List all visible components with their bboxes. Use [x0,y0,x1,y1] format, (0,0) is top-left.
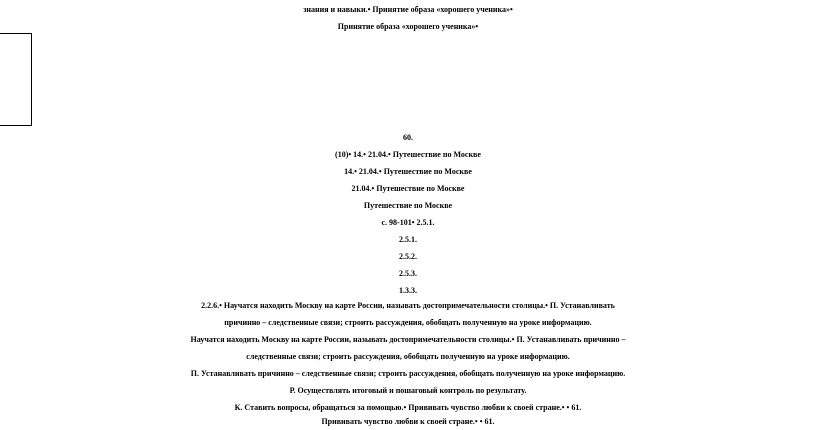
text-line-10: 2.5.2. [399,252,417,261]
text-line-13: 2.2.6.• Научатся находить Москву на карте России, называть достопримечательности столицы.• П. Устанавливать [201,301,615,310]
text-line-3: 60. [403,133,413,142]
text-line-20: Прививать чувство любви к своей стране.• • 61. [321,417,495,426]
text-line-8: с. 98-101• 2.5.1. [381,218,435,227]
text-line-4: (10)• 14.• 21.04.• Путешествие по Москве [335,150,481,159]
text-line-16: следственные связи; строить рассуждения, обобщать полученную на уроке информацию. [246,352,570,361]
text-line-17: П. Устанавливать причинно – следственные связи; строить рассуждения, обобщать полученную на уроке информацию. [190,369,626,378]
text-line-18: Р. Осуществлять итоговый и пошаговый контроль по результату. [289,386,527,395]
text-line-19: К. Ставить вопросы, обращаться за помощью.• Прививать чувство любви к своей стране.• • 61. [234,403,582,412]
text-line-1: знания и навыки.• Принятие образа «хорошего ученика»• [303,5,513,14]
text-line-9: 2.5.1. [399,235,417,244]
text-line-12: 1.3.3. [399,286,417,295]
text-line-14: причинно – следственные связи; строить рассуждения, обобщать полученную на уроке информацию. [224,318,592,327]
text-line-15: Научатся находить Москву на карте России, называть достопримечательности столицы.• П. Устанавливать причинно – [190,335,626,344]
text-line-2: Принятие образа «хорошего ученика»• [337,22,479,31]
text-line-5: 14.• 21.04.• Путешествие по Москве [344,167,472,176]
text-line-7: Путешествие по Москве [363,201,453,210]
text-line-11: 2.5.3. [399,269,417,278]
text-line-6: 21.04.• Путешествие по Москве [351,184,465,193]
table-cell-border [0,33,32,126]
